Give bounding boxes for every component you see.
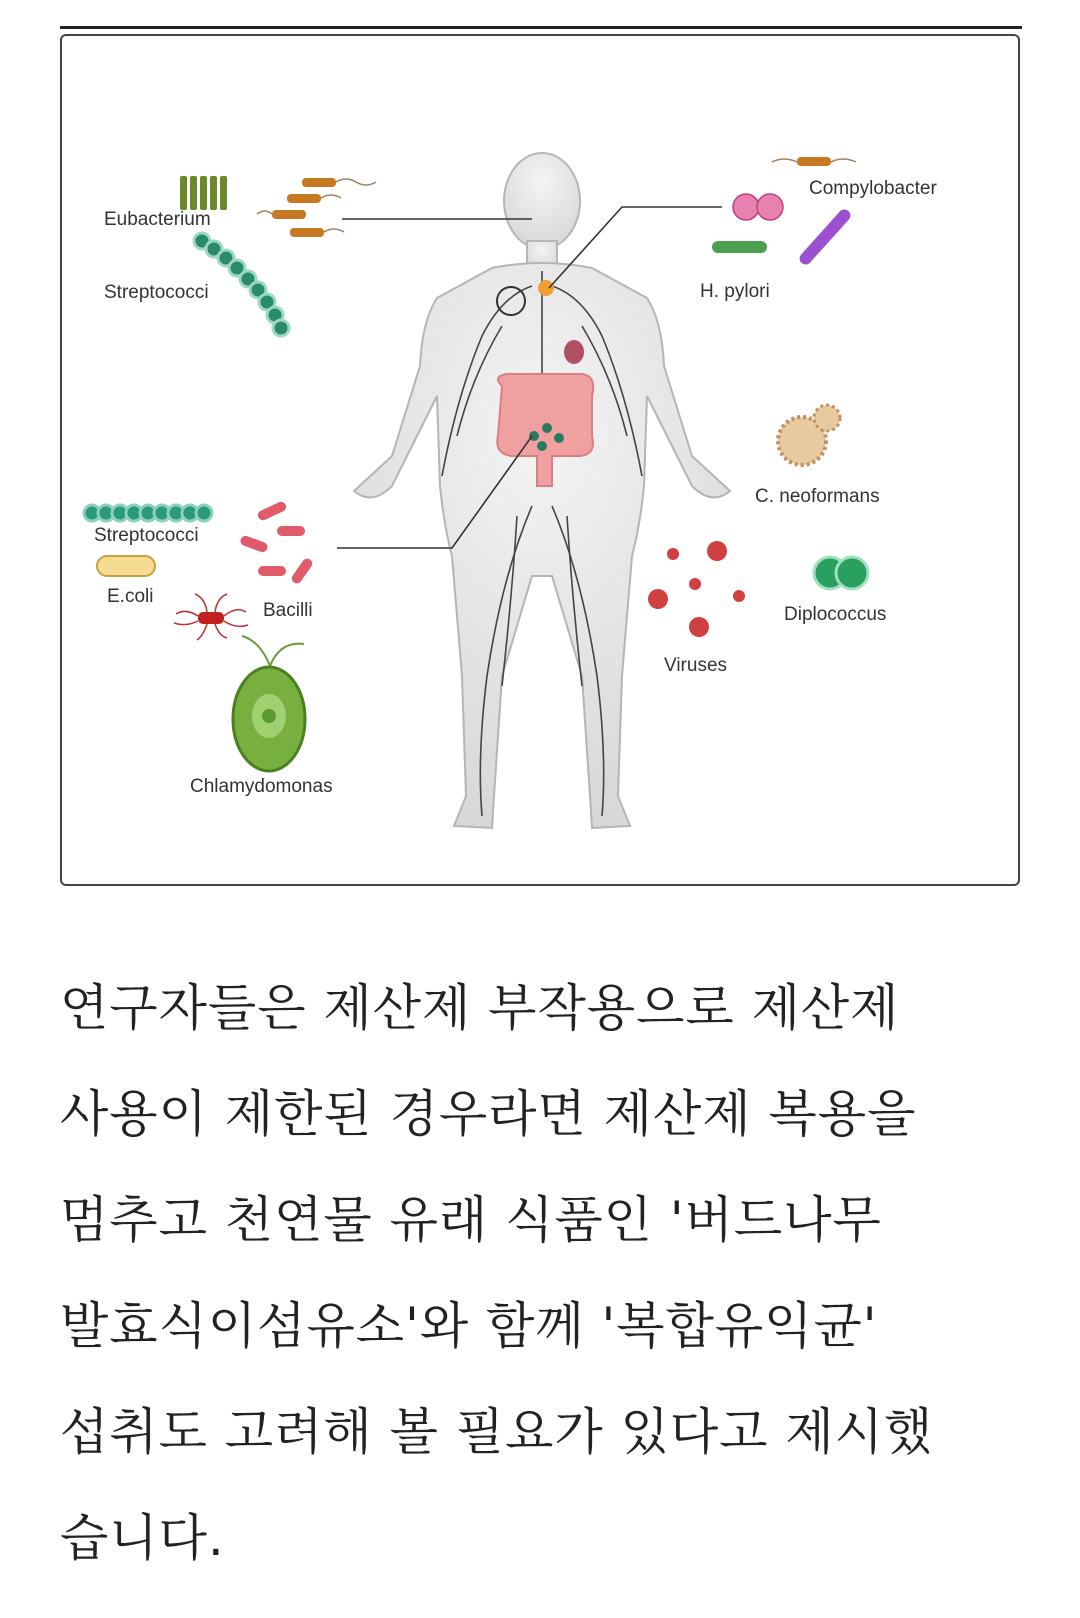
thymus-marker [538, 280, 554, 296]
label-viruses: Viruses [664, 655, 728, 676]
label-diplococcus: Diplococcus [784, 604, 887, 625]
article-line: 사용이 제한된 경우라면 제산제 복용을 [60, 1085, 917, 1143]
label-h-pylori: H. pylori [700, 281, 770, 302]
diplococcus-icon [814, 557, 868, 589]
label-c-neoformans: C. neoformans [755, 486, 880, 507]
c-neoformans-icon [778, 405, 840, 465]
eubacterium-icon [180, 176, 227, 210]
label-e-coli: E.coli [107, 586, 154, 607]
label-streptococci-bottom: Streptococci [94, 525, 199, 546]
top-divider [60, 26, 1022, 29]
article-line: 섭취도 고려해 볼 필요가 있다고 제시했 [60, 1403, 934, 1461]
streptococci-chain-bottom-icon [84, 505, 212, 521]
diagram-artwork [62, 36, 1020, 886]
label-bacilli: Bacilli [263, 600, 313, 621]
article-line: 연구자들은 제산제 부작용으로 제산제 [60, 979, 900, 1037]
chlamydomonas-icon [233, 636, 305, 771]
pink-cocci-icon [733, 194, 783, 220]
article-line: 습니다. [60, 1509, 225, 1567]
label-streptococci-top: Streptococci [104, 282, 209, 303]
spleen-organ [564, 340, 584, 364]
h-pylori-icon [712, 241, 767, 253]
purple-rod-icon [797, 207, 853, 267]
label-compylobacter: Compylobacter [809, 178, 937, 199]
label-chlamydomonas: Chlamydomonas [190, 776, 333, 797]
compylobacter-icon [772, 157, 856, 166]
label-eubacterium: Eubacterium [104, 209, 211, 230]
microbiome-body-diagram [60, 34, 1020, 886]
bacilli-icon [239, 500, 314, 585]
viruses-icon [648, 541, 745, 637]
flagellated-bacterium-icon [174, 594, 248, 640]
e-coli-icon [97, 556, 155, 576]
article-paragraph [60, 955, 1030, 1591]
flagellated-rods-icon [257, 178, 376, 237]
article-line: 멈추고 천연물 유래 식품인 '버드나무 [60, 1191, 882, 1249]
human-body-figure [354, 153, 730, 828]
article-line: 발효식이섬유소'와 함께 '복합유익균' [60, 1297, 878, 1355]
